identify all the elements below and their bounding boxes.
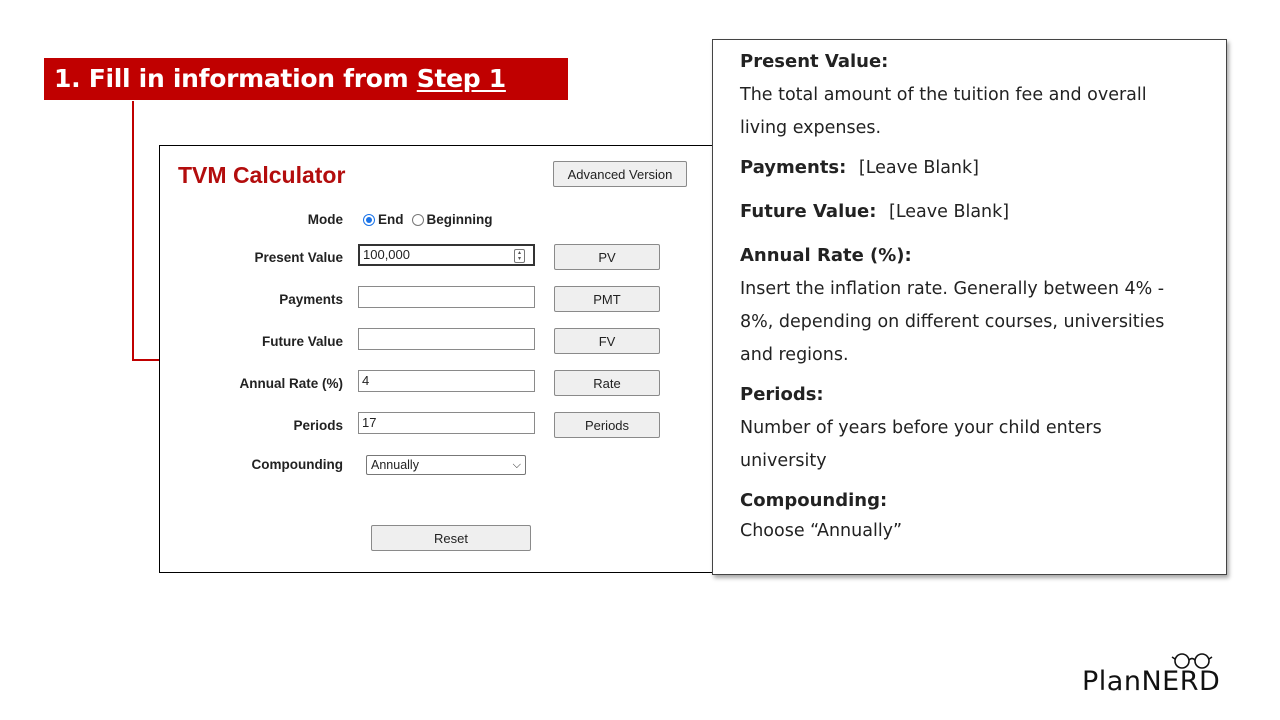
annual-rate-label: Annual Rate (%) — [239, 376, 343, 391]
instructions-panel — [712, 39, 1227, 575]
mode-end-radio[interactable] — [363, 214, 375, 226]
compounding-heading: Compounding: — [740, 490, 888, 511]
banner-prefix: 1. Fill in information from — [54, 64, 417, 93]
future-value-input[interactable] — [358, 328, 535, 350]
compounding-select[interactable] — [366, 455, 526, 475]
compounding-desc: Choose “Annually” — [740, 521, 903, 541]
step-link[interactable]: Step 1 — [416, 64, 506, 93]
advanced-version-button[interactable]: Advanced Version — [553, 161, 687, 187]
periods-desc-line2: university — [740, 451, 827, 471]
compounding-label: Compounding — [251, 457, 343, 472]
fv-button[interactable]: FV — [554, 328, 660, 354]
chevron-down-icon: ⌵ — [512, 459, 521, 471]
future-value-label: Future Value — [261, 334, 343, 349]
compounding-selected: Annually — [371, 458, 419, 472]
pmt-button[interactable]: PMT — [554, 286, 660, 312]
present-value-input[interactable] — [358, 244, 535, 266]
logo-text: PlanNERD — [1082, 666, 1221, 697]
payments-input[interactable] — [358, 286, 535, 308]
present-value-label: Present Value — [254, 250, 343, 265]
mode-beginning-radio[interactable] — [412, 214, 424, 226]
payments-text: [Leave Blank] — [858, 158, 979, 178]
plannerd-logo — [1082, 650, 1242, 700]
mode-label: Mode — [307, 212, 343, 227]
pv-desc-line1: The total amount of the tuition fee and overall — [740, 85, 1147, 105]
mode-beginning-label: Beginning — [426, 212, 493, 227]
calculator-title: TVM Calculator — [178, 162, 346, 188]
mode-end-label: End — [378, 212, 404, 227]
rate-heading: Annual Rate (%): — [740, 245, 912, 266]
periods-input[interactable]: 17 — [358, 412, 535, 434]
rate-button[interactable]: Rate — [554, 370, 660, 396]
fv-heading: Future Value: — [740, 201, 877, 222]
rate-desc-line2: 8%, depending on different courses, universities — [740, 312, 1165, 332]
fv-info — [740, 200, 1204, 224]
rate-desc-line1: Insert the inflation rate. Generally between 4% - — [740, 279, 1165, 299]
periods-desc-line1: Number of years before your child enters — [740, 418, 1102, 438]
periods-heading: Periods: — [740, 384, 824, 405]
fv-text: [Leave Blank] — [889, 202, 1010, 222]
reset-button[interactable]: Reset — [371, 525, 531, 551]
payments-heading: Payments: — [740, 157, 847, 178]
pv-desc-line2: living expenses. — [740, 118, 882, 138]
periods-button[interactable]: Periods — [554, 412, 660, 438]
periods-label: Periods — [293, 418, 343, 433]
payments-info — [740, 156, 1204, 180]
tvm-calculator-panel — [159, 145, 719, 573]
rate-desc-line3: and regions. — [740, 345, 849, 365]
pv-button[interactable]: PV — [554, 244, 660, 270]
pv-heading: Present Value: — [740, 51, 889, 72]
present-value-text: 100,000 — [363, 247, 410, 262]
annual-rate-input[interactable]: 4 — [358, 370, 535, 392]
mode-options — [363, 212, 493, 227]
spinner-icon[interactable]: ▴ ▾ — [514, 249, 525, 263]
payments-label: Payments — [279, 292, 343, 307]
